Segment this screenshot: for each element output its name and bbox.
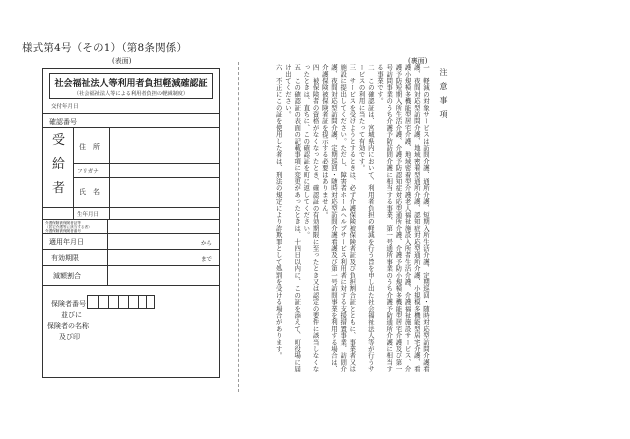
name-label: 氏 名 xyxy=(79,188,100,196)
digit-divider xyxy=(98,296,99,308)
digit-divider xyxy=(128,296,129,308)
valid-period-label: 有効期限 xyxy=(51,254,79,262)
digit-divider xyxy=(118,296,119,308)
card-title-box xyxy=(49,73,213,99)
row-divider xyxy=(43,265,219,266)
row-divider xyxy=(73,177,219,178)
address-label: 住 所 xyxy=(79,143,100,151)
note-item-3: 三 サービスを受けようとするときは、必ず介護保険被保険者証及び負担割合証とともに、事業者又は施設に提出してください。ただし、障害者ホームヘルプサービス利用者に対する支援措置事業、訪問介護、夜間対応型訪問介護、定期巡回・随時対応型訪問介護看護及び第一号訪問事業を利用する場合は、介護保険被保険者証を提示する必要はありません。 xyxy=(320,64,357,373)
row-divider xyxy=(43,127,219,128)
row-divider xyxy=(43,249,219,250)
insurer-number-boxes[interactable] xyxy=(87,295,155,309)
column-divider xyxy=(109,127,110,219)
recipient-label-3: 者 xyxy=(52,181,66,196)
recipient-label-1: 受 xyxy=(52,133,66,148)
cert-number-label: 確認番号 xyxy=(49,118,77,126)
insurer-number-label: 保険者番号 xyxy=(51,300,86,308)
insurer-seal-label: 及び印 xyxy=(59,333,80,341)
insured-note-1: 介護保険被保険者証等 xyxy=(45,221,81,225)
column-divider xyxy=(73,127,74,219)
insurer-and-label: 並びに xyxy=(61,311,82,319)
notes-body xyxy=(254,64,430,374)
front-side-label: (表面) xyxy=(112,57,132,65)
apply-date-label: 適用年月日 xyxy=(49,238,84,246)
digit-divider xyxy=(146,296,147,308)
back-side-label: (裏面) xyxy=(408,57,428,65)
digit-divider xyxy=(108,296,109,308)
certificate-card-front xyxy=(42,68,220,378)
insured-note-3: 介護保険被保険者番号 xyxy=(45,229,81,233)
notes-heading: 注意事項 xyxy=(439,68,448,124)
note-item-6: 六 不正にこの証を使用した者は、刑法の規定により詐欺罪として処罰を受ける場合があります。 xyxy=(274,64,283,359)
note-item-5: 五 この確認証の表面の記載事項に変更があったときは、十四日以内に、この証を添えて、町役場に届け出てください。 xyxy=(283,64,302,373)
column-divider xyxy=(107,219,108,285)
digit-divider xyxy=(138,296,139,308)
row-divider xyxy=(73,163,219,164)
row-divider xyxy=(43,219,219,220)
recipient-label-2: 給 xyxy=(52,157,66,172)
insurer-name-label: 保険者の名称 xyxy=(47,322,89,330)
fold-divider xyxy=(238,62,239,392)
note-item-2: 二 この確認証は、宮城県内において、利用者負担の軽減を行う旨を申し出た社会福祉法人等が行うサービスの利用に当たって有効です。 xyxy=(357,64,375,373)
insured-note-2: （居宅介護等に該当する者） xyxy=(45,225,92,229)
furigana-label: フリガナ xyxy=(77,169,99,175)
card-subtitle: （社会福祉法人等による利用者負担の軽減制度） xyxy=(73,91,189,97)
form-title: 様式第4号（その1）（第8条関係） xyxy=(22,42,188,54)
note-item-1: 一 軽減の対象サービスは訪問介護、通所介護、短期入所生活介護、定期巡回・随時対応型訪問介護看護、夜間対応型訪問介護、地域密着型通所介護、認知症対応型通所介護、小規模多機能型居宅介護、看護小規模多機能型居宅介護、地域密着型介護老人福祉施設入所者生活介護、介護福祉施設サービス、介護予防短期入所生活介護、介護予防認知症対応型通所介護、介護予防小規模多機能型居宅介護及び第一号訪問事業のうち介護予防訪問介護に相当する事業、第一号通所事業のうち介護予防通所介護に相当する事業です。 xyxy=(375,64,430,373)
issue-date-label: 交付年月日 xyxy=(51,104,79,110)
note-item-4: 四 被保険者の資格がなくなったとき、確認証の有効期限に至ったとき又は認定の要件に該当しなくなったときは、直ちに、この確認証を町に返してください。 xyxy=(302,64,320,373)
row-divider xyxy=(43,207,219,208)
reduction-rate-label: 減額割合 xyxy=(53,272,81,280)
row-divider xyxy=(43,113,219,114)
card-title: 社会福祉法人等利用者負担軽減確認証 xyxy=(54,79,208,89)
birthdate-label: 生年月日 xyxy=(77,212,100,218)
row-divider xyxy=(43,285,219,286)
from-label: から xyxy=(201,241,213,247)
until-label: まで xyxy=(201,257,213,263)
